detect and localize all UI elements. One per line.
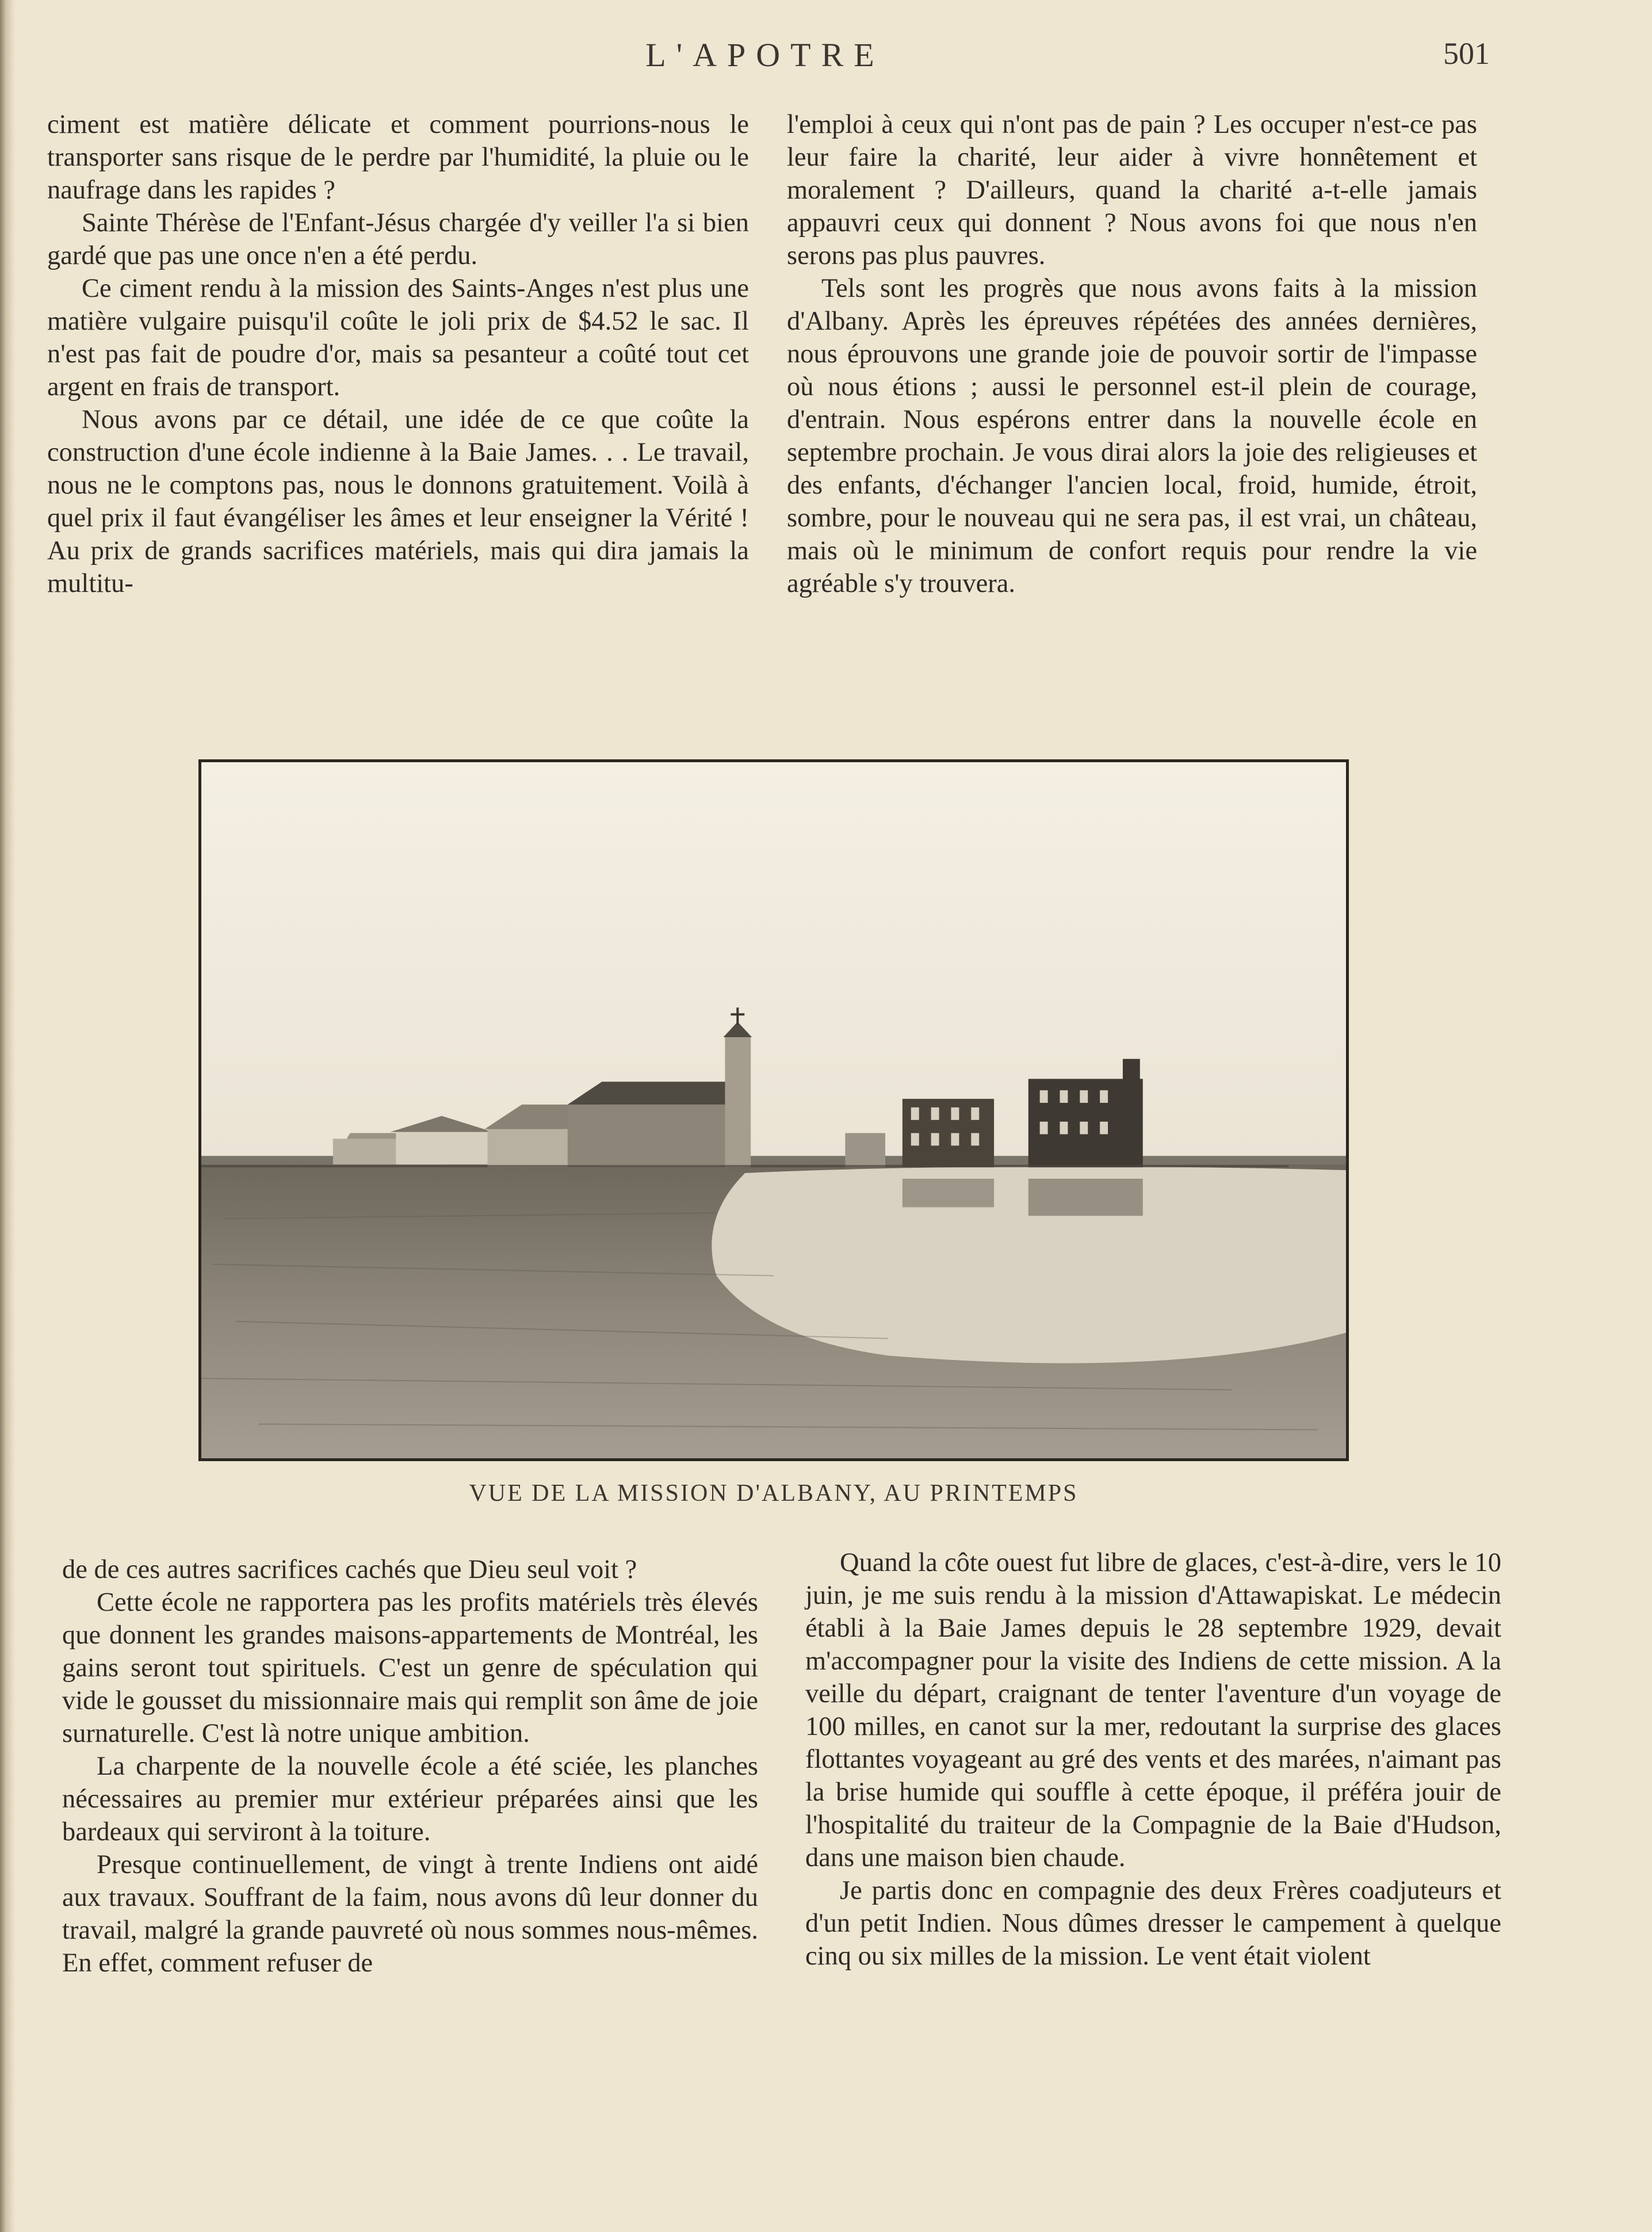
- top-left-column: [47, 108, 749, 600]
- mission-photo-illustration: [201, 762, 1346, 1458]
- paragraph: Tels sont les progrès que nous avons faits à la mission d'Albany. Après les épreuves répétées des années dernières, nous éprouvons une grande joie de pouvoir sortir de l'impasse où nous étions ; aussi le personnel est-il plein de courage, d'entrain. Nous espérons entrer dans la nouvelle école en septembre prochain. Je vous dirai alors la joie des religieuses et des enfants, d'échanger l'ancien local, froid, humide, étroit, sombre, pour le nouveau qui ne sera pas, il est vrai, un château, mais où le minimum de confort requis pour rendre la vie agréable s'y trouvera.: [787, 274, 1477, 598]
- paragraph: de de ces autres sacrifices cachés que Dieu seul voit ?: [62, 1555, 637, 1584]
- paragraph: La charpente de la nouvelle école a été sciée, les planches nécessaires au premier mur extérieur préparées ainsi que les bardeaux qui serviront à la toiture.: [62, 1752, 758, 1847]
- page-number: 501: [1443, 36, 1490, 71]
- running-header-title: L'APOTRE: [645, 36, 885, 74]
- paragraph: Je partis donc en compagnie des deux Frères coadjuteurs et d'un petit Indien. Nous dûmes dresser le campement à quelque cinq ou six milles de la mission. Le vent était violent: [805, 1876, 1501, 1971]
- top-right-column: [787, 108, 1477, 600]
- paragraph: Presque continuellement, de vingt à trente Indiens ont aidé aux travaux. Souffrant de la faim, nous avons dû leur donner du travail, malgré la grande pauvreté où nous sommes nous-mêmes. En effet, comment refuser de: [62, 1850, 758, 1978]
- mission-photograph: [198, 759, 1349, 1461]
- paragraph: Cette école ne rapportera pas les profits matériels très élevés que donnent les grandes maisons-appartements de Montréal, les gains seront tout spirituels. C'est un genre de spéculation qui vide le gousset du missionnaire mais qui remplit son âme de joie surnaturelle. C'est là notre unique ambition.: [62, 1588, 758, 1748]
- paragraph: ciment est matière délicate et comment pourrions-nous le transporter sans risque de le perdre par l'humidité, la pluie ou le naufrage dans les rapides ?: [47, 110, 749, 205]
- page-binding-edge: [0, 0, 15, 2232]
- bottom-left-column: [62, 1553, 758, 1979]
- paragraph: l'emploi à ceux qui n'ont pas de pain ? Les occuper n'est-ce pas leur faire la charité, leur aider à vivre honnêtement et moralement ? D'ailleurs, quand la charité a-t-elle jamais appauvri ceux qui donnent ? Nous avons foi que nous n'en serons pas plus pauvres.: [787, 110, 1477, 270]
- paragraph: Ce ciment rendu à la mission des Saints-Anges n'est plus une matière vulgaire puisqu'il coûte le joli prix de $4.52 le sac. Il n'est pas fait de poudre d'or, mais sa pesanteur a coûté tout cet argent en frais de transport.: [47, 274, 749, 402]
- figure-caption: VUE DE LA MISSION D'ALBANY, AU PRINTEMPS: [469, 1480, 1079, 1507]
- paragraph: Nous avons par ce détail, une idée de ce que coûte la construction d'une école indienne à la Baie James. . . Le travail, nous ne le comptons pas, nous le donnons gratuitement. Voilà à quel prix il faut évangéliser les âmes et leur enseigner la Vérité ! Au prix de grands sacrifices matériels, mais qui dira jamais la multitu-: [47, 405, 749, 598]
- bottom-right-column: [805, 1546, 1501, 1973]
- paragraph: Sainte Thérèse de l'Enfant-Jésus chargée d'y veiller l'a si bien gardé que pas une once n'en a été perdu.: [47, 208, 749, 270]
- paragraph: Quand la côte ouest fut libre de glaces, c'est-à-dire, vers le 10 juin, je me suis rendu à la mission d'Attawapiskat. Le médecin établi à la Baie James depuis le 28 septembre 1929, devait m'accompagner pour la visite des Indiens de cette mission. A la veille du départ, craignant de tenter l'aventure d'un voyage de 100 milles, en canot sur la mer, redoutant la surprise des glaces flottantes voyageant au gré des vents et des marées, n'aimant pas la brise humide qui souffle à cette époque, il préféra jouir de l'hospitalité du traiteur de la Compagnie de la Baie d'Hudson, dans une maison bien chaude.: [805, 1548, 1501, 1872]
